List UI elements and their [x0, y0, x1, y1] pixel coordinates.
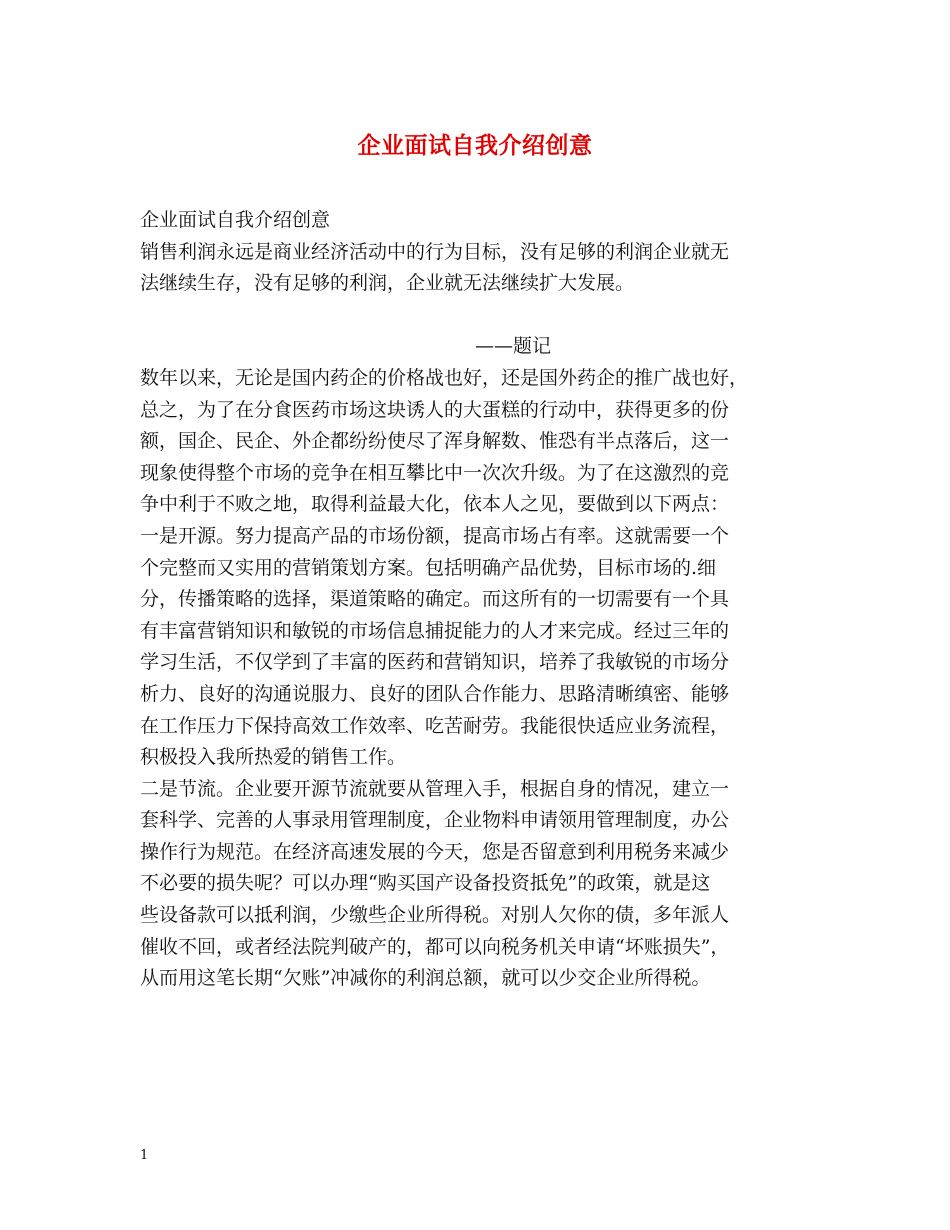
body-line: 争中利于不败之地，取得利益最大化，依本人之见，要做到以下两点： — [140, 493, 730, 516]
subtitle-line: 企业面试自我介绍创意 — [140, 209, 331, 231]
intro-paragraph — [140, 237, 820, 300]
intro-line: 销售利润永远是商业经济活动中的行为目标，没有足够的利润企业就无 — [140, 240, 730, 263]
body-line: 不必要的损失呢？可以办理“购买国产设备投资抵免”的政策，就是这 — [140, 872, 711, 895]
body-line: 套科学、完善的人事录用管理制度，企业物料申请领用管理制度，办公 — [140, 809, 730, 832]
body-line: 二是节流。企业要开源节流就要从管理入手，根据自身的情况，建立一 — [140, 777, 730, 800]
body-line: 催收不回，或者经法院判破产的，都可以向税务机关申请“坏账损失”， — [140, 935, 730, 958]
document-title: 企业面试自我介绍创意 — [357, 132, 593, 159]
body-line: 些设备款可以抵利润，少缴些企业所得税。对别人欠你的债，多年派人 — [140, 904, 730, 927]
body-line: 在工作压力下保持高效工作效率、吃苦耐劳。我能很快适应业务流程， — [140, 714, 730, 737]
blank-line — [140, 300, 820, 332]
body-line: 现象使得整个市场的竞争在相互攀比中一次次升级。为了在这激烈的竞 — [140, 461, 730, 484]
body-line: 操作行为规范。在经济高速发展的今天，您是否留意到利用税务来减少 — [140, 840, 730, 863]
body-line: 从而用这笔长期“欠账”冲减你的利润总额，就可以少交企业所得税。 — [140, 967, 711, 990]
body-line: 数年以来，无论是国内药企的价格战也好，还是国外药企的推广战也好， — [140, 366, 749, 389]
body-line: 积极投入我所热爱的销售工作。 — [140, 746, 407, 769]
body-line: 一是开源。努力提高产品的市场份额，提高市场占有率。这就需要一个 — [140, 524, 730, 547]
body-line: 分，传播策略的选择，渠道策略的确定。而这所有的一切需要有一个具 — [140, 588, 730, 611]
page-number: 1 — [140, 1148, 149, 1163]
body-line: 析力、良好的沟通说服力、良好的团队合作能力、思路清晰缜密、能够 — [140, 682, 730, 705]
body-line: 有丰富营销知识和敏锐的市场信息捕捉能力的人才来完成。经过三年的 — [140, 619, 730, 642]
body-line: 总之，为了在分食医药市场这块诱人的大蛋糕的行动中，获得更多的份 — [140, 398, 730, 421]
body-line: 额，国企、民企、外企都纷纷使尽了浑身解数、惟恐有半点落后，这一 — [140, 430, 730, 453]
body-line: 个完整而又实用的营销策划方案。包括明确产品优势，目标市场的.细 — [140, 556, 717, 579]
body-paragraphs — [140, 363, 820, 995]
epigraph: ——题记 — [475, 335, 552, 358]
body-line: 学习生活，不仅学到了丰富的医药和营销知识，培养了我敏锐的市场分 — [140, 651, 730, 674]
document-body — [140, 205, 820, 995]
intro-line: 法继续生存，没有足够的利润，企业就无法继续扩大发展。 — [140, 272, 635, 295]
